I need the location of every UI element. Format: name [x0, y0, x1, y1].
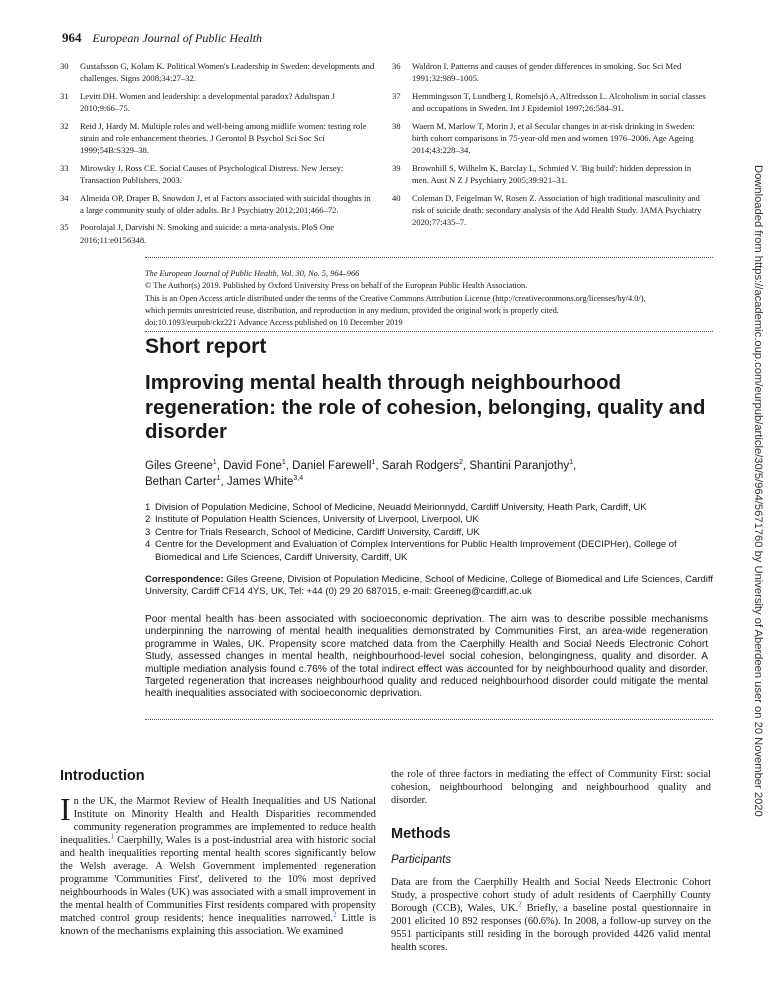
author-name: James White [226, 476, 294, 488]
reference-item: 37 Hemmingsson T, Lundberg I, Romelsjö A, Alfredsson L. Alcoholism in social classes and occupations in Sweden. Int J Epidemiol 1997;26:584–91. [392, 90, 706, 114]
affiliation-marker: 1 [281, 459, 286, 467]
author-name: Giles Greene [145, 460, 213, 472]
journal-name: European Journal of Public Health [92, 31, 263, 45]
reference-item: 34 Almeida OP, Draper B, Snowdon J, et al Factors associated with suicidal thoughts in a large community study of older adults. Br J Psychiatry 2012;201:466–72. [60, 192, 371, 216]
participants-subheading: Participants [391, 854, 452, 866]
introduction-text: In the UK, the Marmot Review of Health Inequalities and US National Institute on Minority Health and Health Disparities recommended community regeneration programmes are implemented to reduce health inequalities.$^1$ Caerphilly, Wales is a post-industrial area with historic social and health inequalities reporting mental health scores significantly below the Welsh average. A Welsh Government implemented regeneration programme 'Communities First', delivered to the 10% most deprived neighbourhoods in Wales (UK) was associated with a small improvement in the mental health of Communities First residents compared with propensity matched control group residents; hence inequalities narrowed.$^2$ Little is known of the mechanisms explaining this association. We examined [60, 791, 376, 938]
drop-cap: I [60, 791, 71, 827]
pub-info-line: This is an Open Access article distributed under the terms of the Creative Commons Attribution License (http://creativecommons.org/licenses/by/4.0/), [145, 293, 646, 303]
references-left-column [60, 60, 375, 251]
affiliation-marker: 1 [371, 459, 376, 467]
reference-item: 36 Waldron I. Patterns and causes of gender differences in smoking. Soc Sci Med 1991;32:989–1005. [392, 61, 682, 84]
section-label: Short report [145, 335, 267, 358]
affiliations [145, 502, 715, 564]
download-watermark [750, 165, 768, 817]
citation-link[interactable]: 2 [518, 900, 522, 909]
reference-item: 38 Waern M, Marlow T, Morin J, et al Secular changes in at-risk drinking in Sweden: birth cohort comparisons in 75-year-old men and women 1976–2006. Age Ageing 2014;43:228–34. [392, 120, 695, 156]
reference-item: 40 Coleman D, Feigelman W, Rosen Z. Association of high traditional masculinity and risk of suicide death: secondary analysis of the Add Health Study. JAMA Psychiatry 2020;77:435–7. [392, 192, 702, 228]
introduction-continued: the role of three factors in mediating the effect of Community First: social cohesion, neighbourhood belonging and neighbourhood quality and disorder. [391, 769, 711, 807]
affiliation-marker: 1 [569, 459, 574, 467]
citation-link[interactable]: 1 [110, 832, 114, 841]
pub-info-line: doi:10.1093/eurpub/ckz221 Advance Access published on 10 December 2019 [145, 318, 403, 328]
participants-text: Data are from the Caerphilly Health and Social Needs Electronic Cohort Study, a prospective cohort study of adult residents of Caerphilly County Borough (CCB), Wales, UK.$^2$ Briefly, a baseline postal questionnaire in 2001 elicited 10 892 responses (60.6%). In 2008, a follow-up survey on the 9551 participants still residing in the borough provided 4426 valid mental health scores. [391, 877, 711, 954]
reference-item: 35 Poorolajal J, Darvishi N. Smoking and suicide: a meta-analysis. PloS One 2016;11:e0156348. [60, 222, 335, 245]
reference-item: 39 Brownhill S, Wilhelm K, Barclay L, Schmied V. 'Big build': hidden depression in men. Aust N Z J Psychiatry 2005;39:921–31. [392, 162, 692, 186]
author-name: Bethan Carter [145, 476, 217, 488]
methods-heading: Methods [391, 826, 451, 842]
reference-item: 32 Reid J, Hardy M. Multiple roles and well-being among midlife women: testing role strain and role enhancement theories. J Gerontol B Psychol Sci Soc Sci 1999;54B:S329–38. [60, 120, 367, 156]
publication-info [145, 268, 715, 329]
affiliation-item: 3 Centre for Trials Research, School of Medicine, Cardiff University, Cardiff, UK [145, 526, 480, 538]
pub-info-line: © The Author(s) 2019. Published by Oxford University Press on behalf of the European Public Health Association. [145, 281, 528, 291]
correspondence [145, 574, 715, 599]
page-number: 964 [62, 30, 82, 45]
divider [145, 331, 713, 332]
reference-item: 30 Gustafsson G, Kolam K. Political Women's Leadership in Sweden: developments and challenges. Signs 2008;34:27–32. [60, 61, 375, 84]
affiliation-marker: 1 [212, 459, 217, 467]
affiliation-item: 4 Centre for the Development and Evaluation of Complex Interventions for Public Health Improvement (DECIPHer), College of Biomedical and Life Sciences, Cardiff University, Cardiff, UK [145, 539, 677, 563]
author-name: Sarah Rodgers [381, 460, 460, 472]
affiliation-item: 1 Division of Population Medicine, School of Medicine, Neuadd Meirionnydd, Cardiff University, Heath Park, Cardiff, UK [145, 502, 647, 513]
author-name: David Fone [223, 460, 282, 472]
references-right-column [392, 60, 710, 234]
correspondence-label: Correspondence: [145, 574, 224, 585]
author-list: Giles Greene$^1$, David Fone$^1$, Daniel Farewell$^1$, Sarah Rodgers$^2$, Shantini Paranjothy$^1$, Bethan Carter$^1$, James White$^{3,4}$ [145, 459, 577, 488]
running-head [62, 30, 262, 46]
abstract: Poor mental health has been associated with socioeconomic deprivation. The aim was to describe possible mechanisms underpinning the narrowing of mental health inequalities demonstrated by Communities First, an area-wide regeneration programme in Wales, UK. Propensity score matched data from the Caerphilly Health and Social Needs Electronic Cohort Study, assessed changes in mental health, neighbourhood-level social cohesion, belongingness, quality and disorder. A multiple mediation analysis found c.76% of the total indirect effect was accounted for by neighbourhood quality and disorder. Targeted regeneration that increases neighbourhood quality and reduced neighbourhood disorder could mitigate the mental health inequalities associated with socioeconomic deprivation. [145, 614, 708, 700]
affiliation-item: 2 Institute of Population Health Sciences, University of Liverpool, Liverpool, UK [145, 514, 479, 526]
affiliation-marker: 2 [459, 459, 463, 467]
article-title: Improving mental health through neighbourhood regeneration: the role of cohesion, belonging, quality and disorder [145, 371, 706, 443]
introduction-heading: Introduction [60, 768, 145, 784]
pub-info-line: The European Journal of Public Health, Vol. 30, No. 5, 964–966 [145, 269, 360, 278]
citation-link[interactable]: 2 [332, 910, 337, 919]
correspondence-text: Giles Greene, Division of Population Medicine, School of Medicine, College of Biomedical and Life Sciences, Cardiff University, Cardiff CF14 4YS, UK, Tel: +44 (0) 29 20 687015, e-mail: Greeneg@cardiff.ac.uk [145, 574, 713, 598]
reference-item: 33 Mirowsky J, Ross CE. Social Causes of Psychological Distress. New Jersey: Transaction Publishers, 2003. [60, 162, 344, 186]
pub-info-line: which permits unrestricted reuse, distribution, and reproduction in any medium, provided the original work is properly cited. [145, 305, 559, 315]
divider [145, 257, 713, 258]
divider [145, 719, 713, 720]
reference-item: 31 Levitt DH. Women and leadership: a developmental paradox? Adultspan J 2010;9:66–75. [60, 90, 335, 114]
author-name: Shantini Paranjothy [469, 460, 570, 472]
download-note-text: Downloaded from https://academic.oup.com/eurpub/article/30/5/964/5671760 by University of Aberdeen user on 20 November 2020 [752, 165, 764, 817]
affiliation-marker: 1 [216, 475, 221, 483]
author-name: Daniel Farewell [292, 460, 372, 472]
affiliation-marker: 3,4 [293, 475, 304, 483]
